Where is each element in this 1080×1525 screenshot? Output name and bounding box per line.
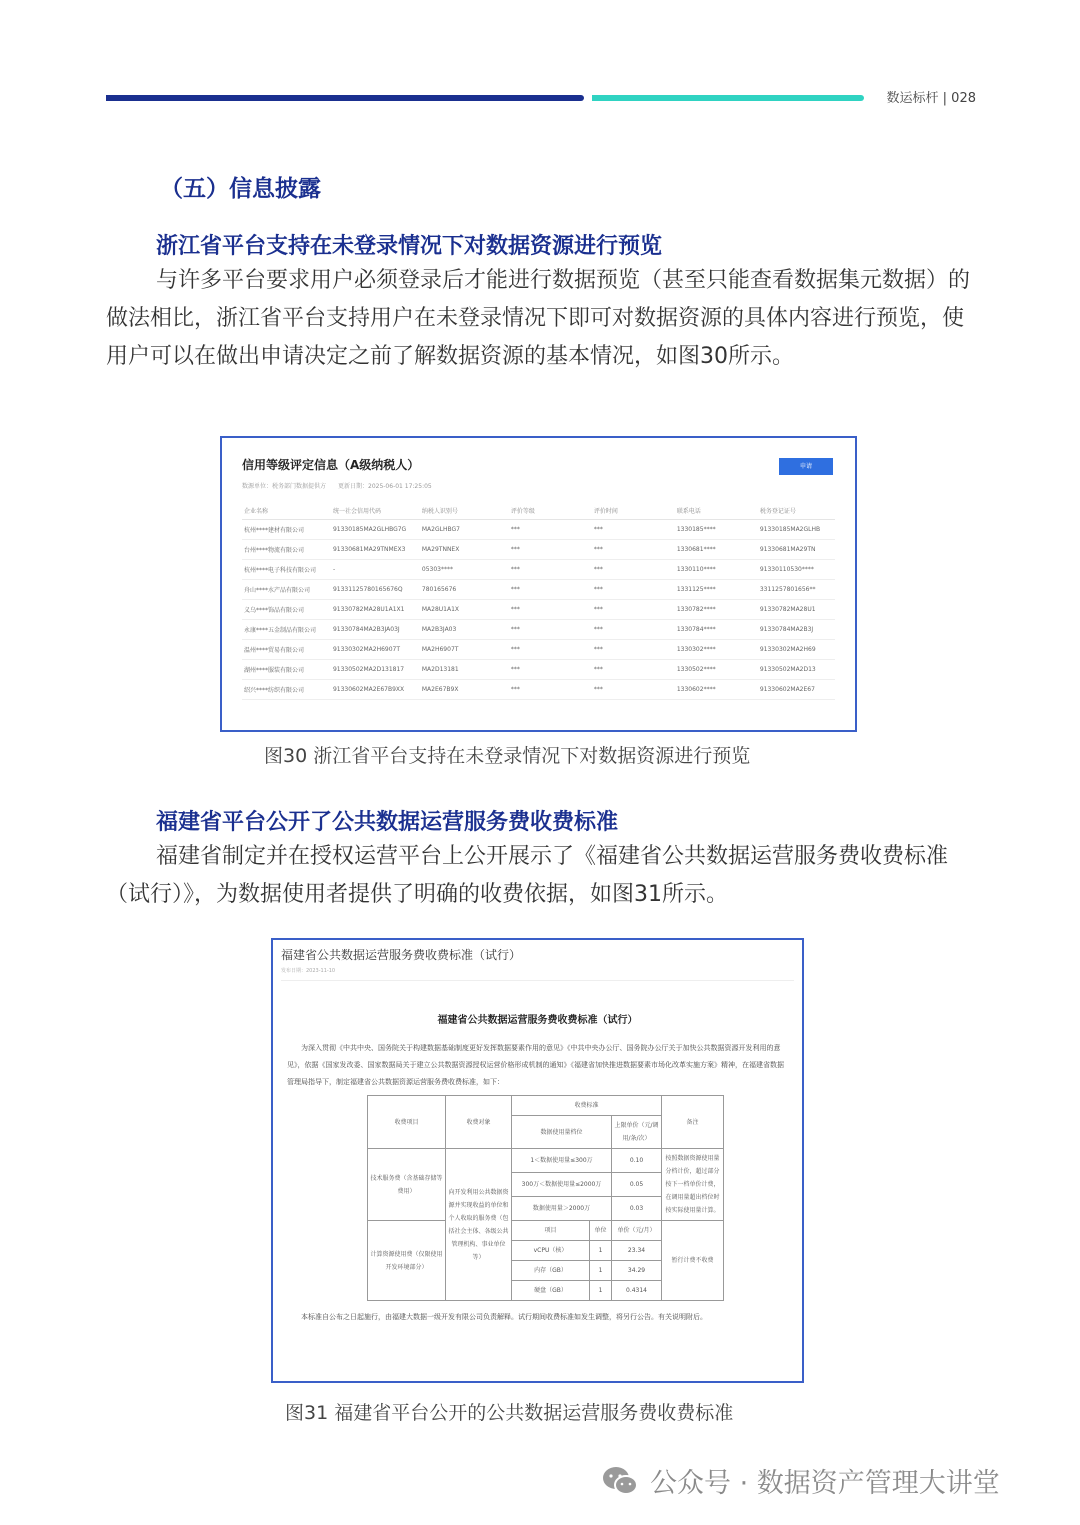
fee-header-object: 收费对象: [446, 1096, 512, 1149]
table-cell: ***: [509, 540, 592, 560]
res-3-name: 硬盘（GB）: [512, 1281, 590, 1301]
table-cell: ***: [509, 680, 592, 700]
header-page-label: 数运标杆 | 028: [886, 91, 976, 106]
fig30-column-header: 联系电话: [675, 502, 758, 520]
table-cell: 91331125780165676Q: [331, 580, 420, 600]
table-row: [242, 680, 835, 700]
figure-31-caption: 图31 福建省平台公开的公共数据运营服务费收费标准: [285, 1402, 734, 1424]
wechat-source-text: 公众号 · 数据资产管理大讲堂: [650, 1468, 1000, 1499]
table-cell: 91330185MA2GLHBG7G: [331, 520, 420, 540]
table-cell: 1330185****: [675, 520, 758, 540]
table-cell: ***: [509, 520, 592, 540]
table-row: [242, 520, 835, 540]
table-cell: 91330502MA2D131817: [331, 660, 420, 680]
res-header-price: 单价（元/月）: [612, 1221, 662, 1241]
table-cell: ***: [592, 600, 675, 620]
fig31-date: 发布日期：2023-11-10: [281, 967, 794, 981]
fujian-paragraph: [106, 838, 978, 914]
table-cell: ***: [592, 620, 675, 640]
table-cell: ***: [509, 600, 592, 620]
table-cell: ***: [592, 540, 675, 560]
table-cell: 舟山****水产品有限公司: [242, 580, 331, 600]
table-cell: MA29TNNEX: [420, 540, 509, 560]
fig30-column-header: 税务登记证号: [758, 502, 835, 520]
fig31-doc-footer: 本标准自公布之日起施行，由福建大数据一级开发有限公司负责解释。试行期间收费标准如发生调整，将另行公告。有关说明附后。: [301, 1313, 707, 1321]
table-cell: 05303****: [420, 560, 509, 580]
table-cell: 91330302MA2H6907T: [331, 640, 420, 660]
table-cell: 义乌****饰品有限公司: [242, 600, 331, 620]
fujian-paragraph-text: 福建省制定并在授权运营平台上公开展示了《福建省公共数据运营服务费收费标准（试行）》，为数据使用者提供了明确的收费依据，如图31所示。: [106, 844, 949, 907]
table-cell: 91330502MA2D13: [758, 660, 835, 680]
figure-31-screenshot: [271, 938, 804, 1383]
table-cell: 780165676: [420, 580, 509, 600]
table-cell: 91330302MA2H69: [758, 640, 835, 660]
table-cell: 1330602****: [675, 680, 758, 700]
fig30-data-table: [242, 502, 835, 700]
res-2-name: 内存（GB）: [512, 1261, 590, 1281]
figure-30-caption: 图30 浙江省平台支持在未登录情况下对数据资源进行预览: [264, 745, 751, 767]
fee-note-2: 暂行计费不收费: [662, 1221, 724, 1301]
fig30-table-header: [242, 502, 835, 520]
table-row: [242, 560, 835, 580]
fee-price-1: 0.10: [612, 1149, 662, 1173]
table-cell: 91330602MA2E67B9XX: [331, 680, 420, 700]
table-cell: 1330784****: [675, 620, 758, 640]
table-cell: 91330185MA2GLHB: [758, 520, 835, 540]
table-cell: 1330782****: [675, 600, 758, 620]
fee-note-1: 按照数据资源使用量分档计价，超过部分按下一档单价计费，在调用量超出档位时按实际使用量计算。: [662, 1149, 724, 1221]
fee-header-tier: 数据使用量档位: [512, 1116, 612, 1149]
fee-header-standard: 收费标准: [512, 1096, 662, 1116]
table-row: [242, 580, 835, 600]
fig30-column-header: 纳税人识别号: [420, 502, 509, 520]
res-header-unit: 单位: [590, 1221, 612, 1241]
table-row: [242, 600, 835, 620]
res-1-price: 23.34: [612, 1241, 662, 1261]
zhejiang-paragraph: [106, 262, 978, 376]
header-bar-navy: [106, 95, 584, 101]
table-cell: -: [331, 560, 420, 580]
table-cell: ***: [509, 580, 592, 600]
wechat-source: [602, 1461, 1000, 1500]
fee-price-2: 0.05: [612, 1173, 662, 1197]
table-cell: 91330681MA29TN: [758, 540, 835, 560]
table-row: [242, 640, 835, 660]
table-cell: 91330681MA29TNMEX3: [331, 540, 420, 560]
table-cell: 绍兴****纺织有限公司: [242, 680, 331, 700]
table-cell: MA2B3JA03: [420, 620, 509, 640]
table-cell: 永康****五金制品有限公司: [242, 620, 331, 640]
fig30-table-body: [242, 520, 835, 700]
table-cell: ***: [592, 520, 675, 540]
fig30-column-header: 统一社会信用代码: [331, 502, 420, 520]
section-title: （五）信息披露: [160, 176, 321, 202]
fee-tier-1: 1＜数据使用量≤300万: [512, 1149, 612, 1173]
table-cell: 91330602MA2E67: [758, 680, 835, 700]
table-cell: 杭州****电子科技有限公司: [242, 560, 331, 580]
fee-tier-3: 数据使用量＞2000万: [512, 1197, 612, 1221]
res-1-unit: 1: [590, 1241, 612, 1261]
table-cell: ***: [509, 560, 592, 580]
table-row: [242, 540, 835, 560]
table-cell: 温州****贸易有限公司: [242, 640, 331, 660]
table-cell: 1330110****: [675, 560, 758, 580]
table-cell: 湖州****服装有限公司: [242, 660, 331, 680]
fee-header-price: 上限单价（元/调用/条/次）: [612, 1116, 662, 1149]
table-cell: 1330502****: [675, 660, 758, 680]
table-cell: ***: [592, 640, 675, 660]
header-bar-teal: [592, 95, 864, 101]
table-cell: ***: [592, 660, 675, 680]
fig30-title: 信用等级评定信息（A级纳税人）: [242, 458, 420, 472]
fee-price-3: 0.03: [612, 1197, 662, 1221]
figure-30-screenshot: [220, 436, 857, 732]
fig31-fee-table: [367, 1095, 724, 1301]
table-cell: MA2E67B9X: [420, 680, 509, 700]
res-header-item: 项目: [512, 1221, 590, 1241]
res-3-unit: 1: [590, 1281, 612, 1301]
table-cell: MA2H6907T: [420, 640, 509, 660]
table-cell: 91330782MA28U1A1X1: [331, 600, 420, 620]
fee-header-item: 收费项目: [368, 1096, 446, 1149]
fig30-column-header: 企业名称: [242, 502, 331, 520]
table-cell: ***: [592, 680, 675, 700]
table-row: [242, 660, 835, 680]
res-2-unit: 1: [590, 1261, 612, 1281]
table-cell: ***: [509, 640, 592, 660]
table-row: [242, 620, 835, 640]
fee-tier-2: 300万＜数据使用量≤2000万: [512, 1173, 612, 1197]
wechat-icon: [602, 1466, 638, 1496]
table-cell: 杭州****建材有限公司: [242, 520, 331, 540]
table-cell: 91330782MA28U1: [758, 600, 835, 620]
fee-object: 向开发利用公共数据资源并实现收益的单位和个人收取的服务费（包括社会主体、各级公共管理机构、事业单位等）: [446, 1149, 512, 1301]
res-3-price: 0.4314: [612, 1281, 662, 1301]
fee-item-tech: 技术服务费（含基础存储等费用）: [368, 1149, 446, 1221]
fig30-apply-button[interactable]: 申请: [779, 458, 833, 475]
fujian-heading: 福建省平台公开了公共数据运营服务费收费标准: [156, 810, 619, 835]
table-cell: 3311257801656**: [758, 580, 835, 600]
table-cell: ***: [592, 560, 675, 580]
res-2-price: 34.29: [612, 1261, 662, 1281]
fig30-meta: 数源单位：税务部门数据提供方 更新日期：2025-06-01 17:25:05: [242, 483, 432, 490]
zhejiang-heading: 浙江省平台支持在未登录情况下对数据资源进行预览: [156, 234, 663, 259]
table-cell: 1331125****: [675, 580, 758, 600]
table-cell: MA2GLHBG7: [420, 520, 509, 540]
table-cell: 91330784MA2B3J: [758, 620, 835, 640]
table-cell: 1330681****: [675, 540, 758, 560]
table-cell: 91330784MA2B3JA03J: [331, 620, 420, 640]
table-cell: 台州****物流有限公司: [242, 540, 331, 560]
table-cell: ***: [592, 580, 675, 600]
table-cell: MA2D13181: [420, 660, 509, 680]
res-1-name: vCPU（核）: [512, 1241, 590, 1261]
table-cell: 91330110530****: [758, 560, 835, 580]
fig31-doc-paragraph: 为深入贯彻《中共中央、国务院关于构建数据基础制度更好发挥数据要素作用的意见》《中共中央办公厅、国务院办公厅关于加快公共数据资源开发利用的意见》，依据《国家发改委、国家数据局关于建立公共数据资源授权运营价格形成机制的通知》《福建省加快推进数据要素市场化改革实施方案》精神，在福建省数据管理局指导下，制定福建省公共数据资源运营服务费收费标准，如下：: [287, 1044, 784, 1086]
table-cell: MA28U1A1X: [420, 600, 509, 620]
fee-item-compute: 计算资源使用费（仅限使用开发环境部分）: [368, 1221, 446, 1301]
fig30-column-header: 评价时间: [592, 502, 675, 520]
table-cell: ***: [509, 660, 592, 680]
zhejiang-paragraph-text: 与许多平台要求用户必须登录后才能进行数据预览（甚至只能查看数据集元数据）的做法相比，浙江省平台支持用户在未登录情况下即可对数据资源的具体内容进行预览，使用户可以在做出申请决定之前了解数据资源的基本情况，如图30所示。: [106, 268, 971, 369]
table-cell: ***: [509, 620, 592, 640]
fee-header-note: 备注: [662, 1096, 724, 1149]
fig31-title: 福建省公共数据运营服务费收费标准（试行）: [281, 948, 522, 962]
fig30-column-header: 评价等级: [509, 502, 592, 520]
fig31-doc-title: 福建省公共数据运营服务费收费标准（试行）: [437, 1015, 638, 1026]
table-cell: 1330302****: [675, 640, 758, 660]
